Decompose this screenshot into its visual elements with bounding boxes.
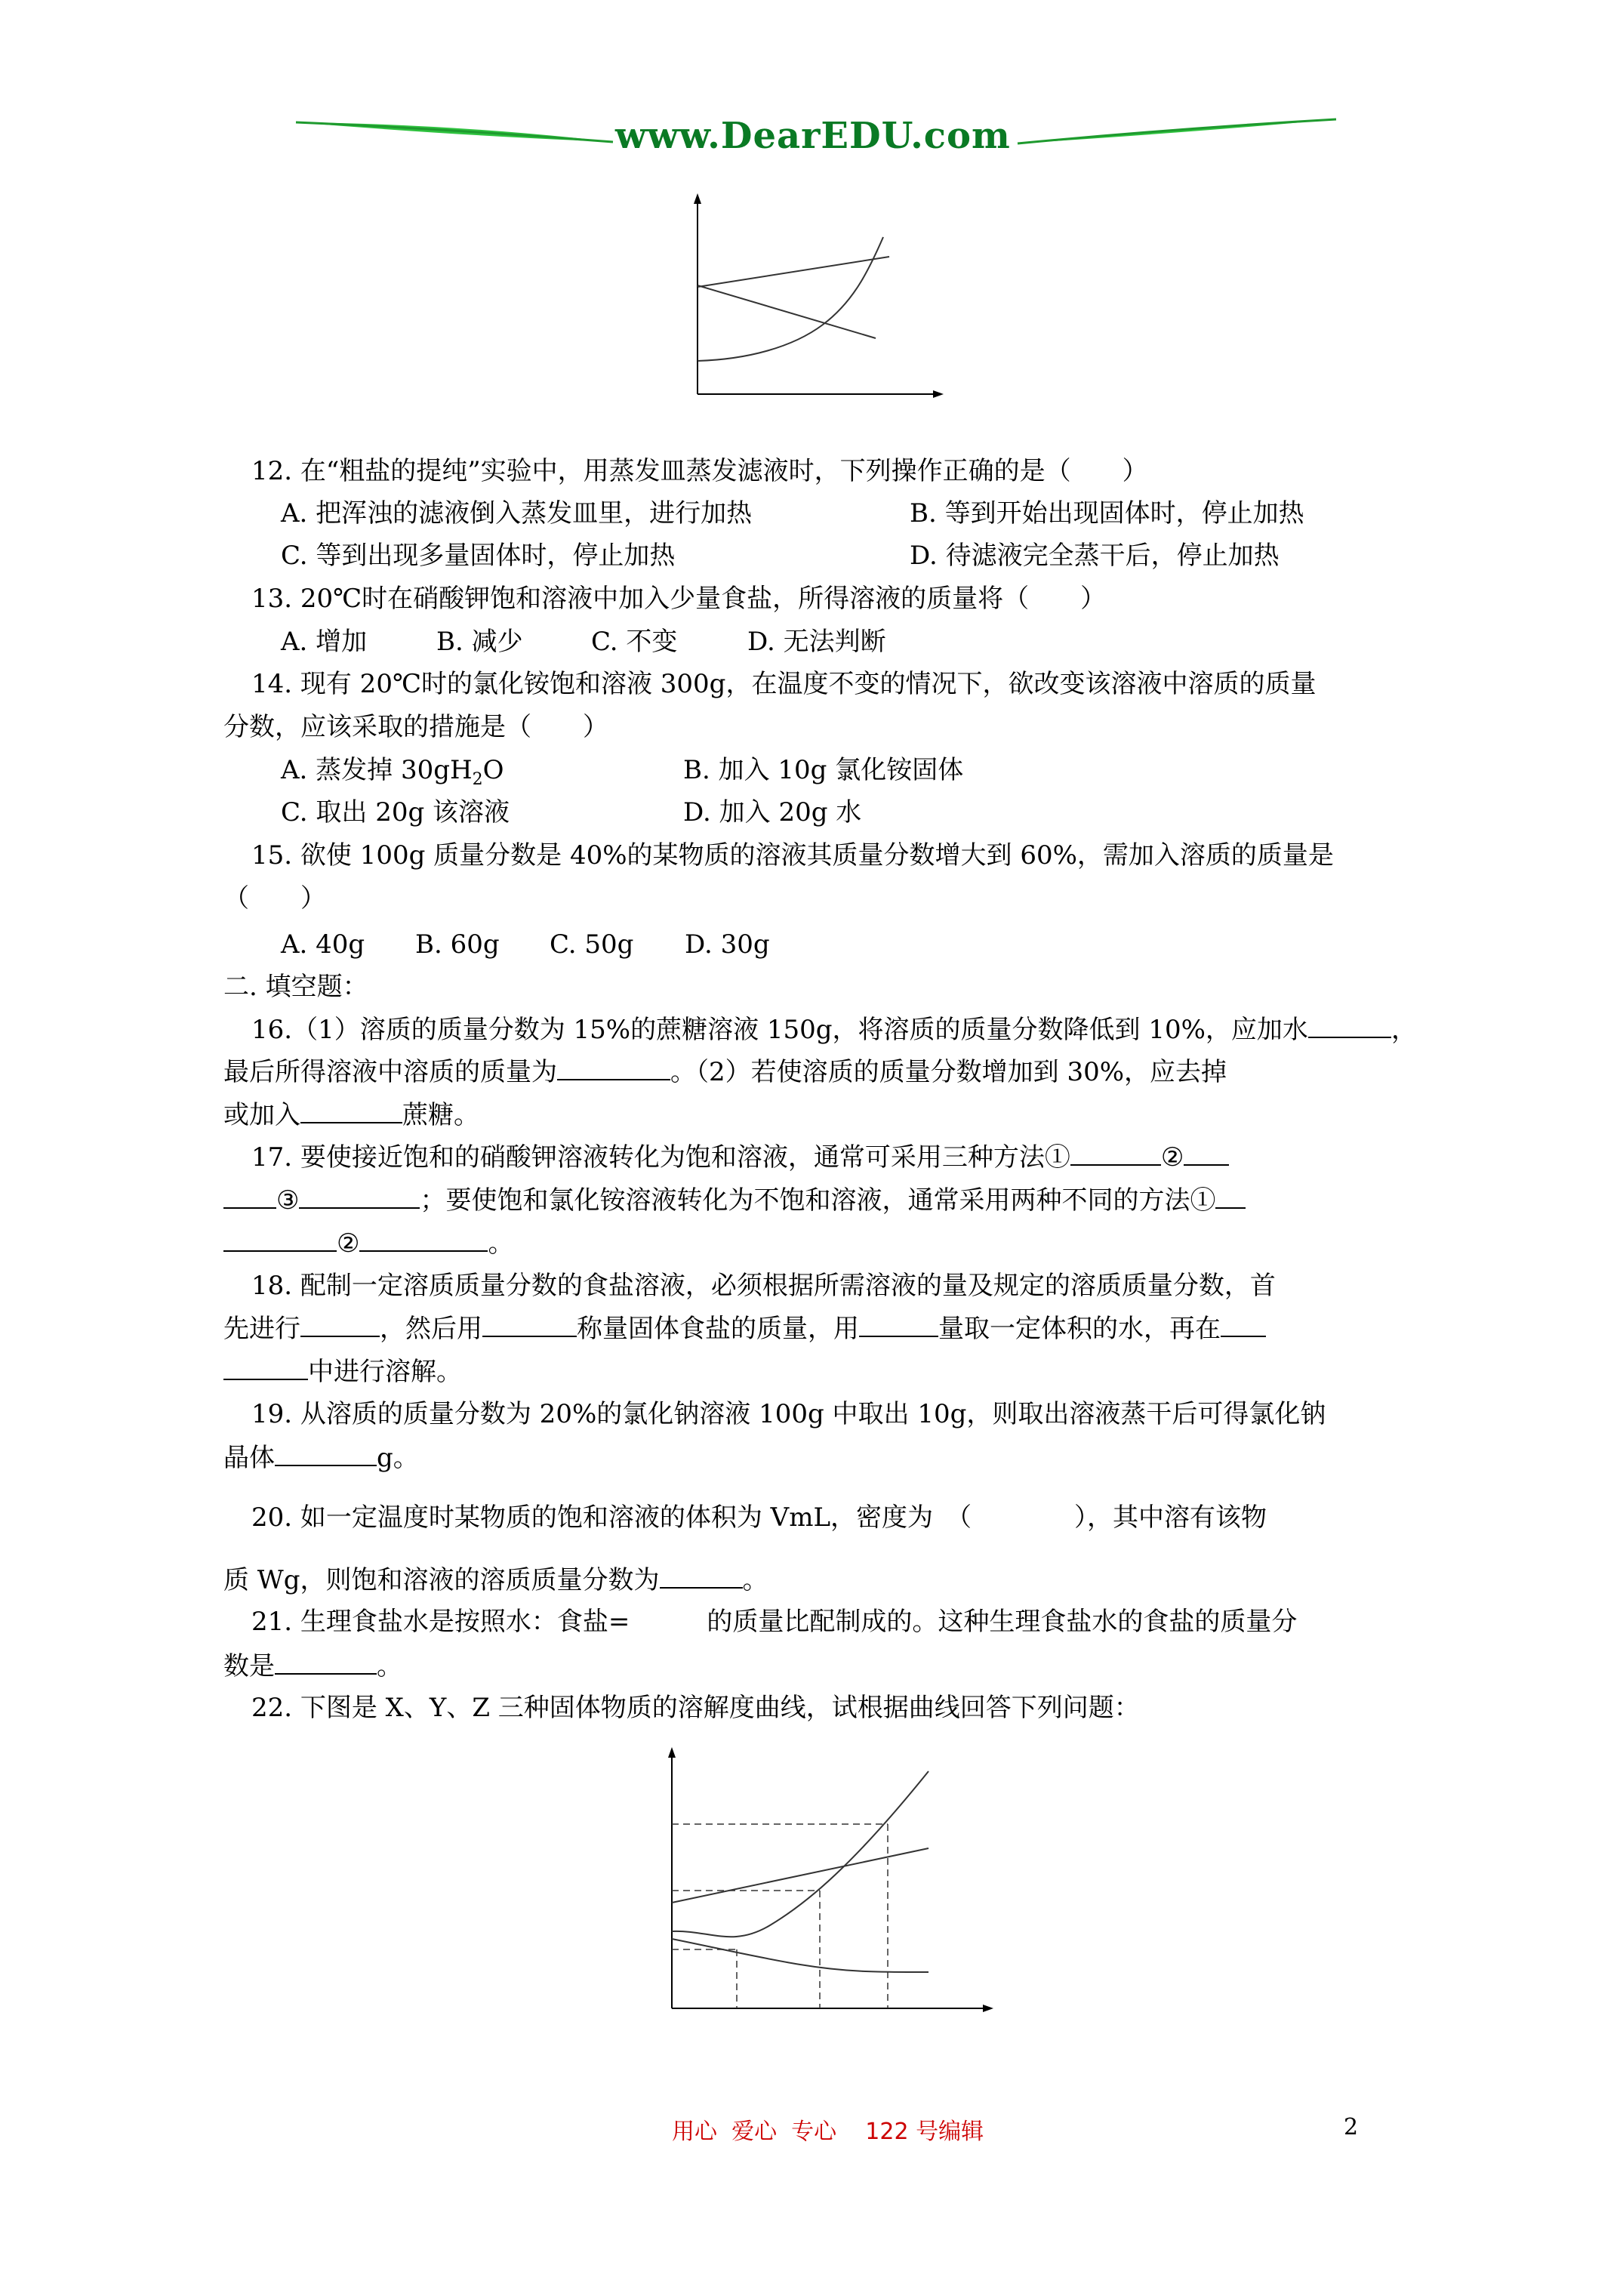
answer-blank[interactable] <box>660 1564 743 1589</box>
question-stem-line1: 15. 欲使 100g 质量分数是 40%的某物质的溶液其质量分数增大到 60%，需加入溶质的质量是 <box>251 840 1334 871</box>
answer-blank[interactable] <box>223 1185 276 1209</box>
question-stem-line1: 14. 现有 20℃时的氯化铵饱和溶液 300g，在温度不变的情况下，欲改变该溶液中溶质的质量 <box>251 669 1317 699</box>
option-c: C. 等到出现多量固体时，停止加热 <box>281 541 676 571</box>
answer-blank[interactable] <box>223 1356 308 1380</box>
footer-credit: 用心 爱心 专心 122 号编辑 <box>672 2119 984 2145</box>
question-stem: 12. 在“粗盐的提纯”实验中，用蒸发皿蒸发滤液时，下列操作正确的是（ ） <box>251 456 1148 486</box>
question-stem-line2: 分数，应该采取的措施是（ ） <box>223 712 608 742</box>
left-swoosh <box>287 106 619 166</box>
answer-blank[interactable] <box>1308 1014 1391 1038</box>
q16-line3: 或加入 蔗糖。 <box>223 1100 479 1130</box>
answer-blank[interactable] <box>275 1650 377 1675</box>
question-stem: 13. 20℃时在硝酸钾饱和溶液中加入少量食盐，所得溶液的质量将（ ） <box>251 584 1107 614</box>
option-b: B. 加入 10g 氯化铵固体 <box>683 755 964 785</box>
option-a: A. 把浑浊的滤液倒入蒸发皿里，进行加热 <box>281 498 753 529</box>
q20-line2: 质 Wg，则饱和溶液的溶质质量分数为 。 <box>223 1565 768 1595</box>
option-d: D. 加入 20g 水 <box>683 797 862 827</box>
solubility-graph-top <box>679 189 951 408</box>
answer-blank[interactable] <box>300 1313 380 1337</box>
y-axis-arrow-icon <box>694 193 701 204</box>
curve-falling <box>672 1939 929 1972</box>
option-d: D. 无法判断 <box>747 627 886 657</box>
option-a: A. 增加 <box>281 627 368 657</box>
y-axis-arrow-icon <box>668 1747 676 1758</box>
q18-line1: 18. 配制一定溶质质量分数的食盐溶液，必须根据所需溶液的量及规定的溶质质量分数，首 <box>251 1271 1276 1301</box>
q21-line2: 数是 。 <box>223 1651 402 1681</box>
question-stem-line2: （ ） <box>223 883 326 914</box>
option-b: B. 60g <box>415 929 500 960</box>
q17-line3: ② 。 <box>223 1228 513 1259</box>
site-logo-text: www.DearEDU.com <box>615 115 1011 157</box>
answer-blank[interactable] <box>1221 1313 1266 1337</box>
q18-line2: 先进行 ，然后用 称量固体食盐的质量，用 量取一定体积的水，再在 <box>223 1313 1266 1344</box>
q16-line1: 16.（1）溶质的质量分数为 15%的蔗糖溶液 150g，将溶质的质量分数降低到 10%，应加水 ， <box>251 1015 1417 1045</box>
q17-line2: ③ ；要使饱和氯化铵溶液转化为不饱和溶液，通常采用两种不同的方法① <box>223 1185 1246 1216</box>
option-c: C. 不变 <box>591 627 678 657</box>
dashed-guides <box>672 1824 888 2008</box>
q18-line3: 中进行溶解。 <box>223 1356 462 1387</box>
option-c: C. 50g <box>550 929 634 960</box>
answer-blank[interactable] <box>359 1228 488 1252</box>
option-c: C. 取出 20g 该溶液 <box>281 797 510 827</box>
option-d: D. 30g <box>685 929 770 960</box>
q21-line1: 21. 生理食盐水是按照水：食盐= 的质量比配制成的。这种生理食盐水的食盐的质量分 <box>251 1607 1298 1637</box>
answer-blank[interactable] <box>482 1313 577 1337</box>
option-a: A. 蒸发掉 $30gH_2O$ <box>281 755 504 789</box>
x-axis-arrow-icon <box>983 2005 993 2012</box>
q19-line2: 晶体 g。 <box>223 1443 419 1473</box>
option-b: B. 等到开始出现固体时，停止加热 <box>910 498 1304 529</box>
answer-blank[interactable] <box>300 1099 402 1123</box>
x-axis-arrow-icon <box>933 390 944 398</box>
right-swoosh <box>1012 106 1344 166</box>
option-b: B. 减少 <box>436 627 523 657</box>
solubility-graph-xyz <box>649 1744 996 2023</box>
q17-line1: 17. 要使接近饱和的硝酸钾溶液转化为饱和溶液，通常可采用三种方法① ② <box>251 1142 1229 1173</box>
answer-blank[interactable] <box>275 1442 377 1466</box>
q16-line2: 最后所得溶液中溶质的质量为 。（2）若使溶质的质量分数增加到 30%，应去掉 <box>223 1057 1227 1087</box>
answer-blank[interactable] <box>299 1185 420 1209</box>
answer-blank[interactable] <box>1070 1142 1161 1166</box>
answer-blank[interactable] <box>557 1056 670 1080</box>
q19-line1: 19. 从溶质的质量分数为 20%的氯化钠溶液 100g 中取出 10g，则取出溶液蒸干后可得氯化钠 <box>251 1399 1326 1429</box>
section-title: 二. 填空题： <box>223 972 368 1002</box>
page-number: 2 <box>1344 2114 1359 2140</box>
answer-blank[interactable] <box>859 1313 938 1337</box>
answer-blank[interactable] <box>1215 1185 1246 1209</box>
option-a: A. 40g <box>281 929 365 960</box>
q22-line1: 22. 下图是 X、Y、Z 三种固体物质的溶解度曲线，试根据曲线回答下列问题： <box>251 1693 1140 1723</box>
curve-falling <box>698 285 876 338</box>
q20-line1: 20. 如一定温度时某物质的饱和溶液的体积为 VmL，密度为 （ ），其中溶有该物 <box>251 1502 1267 1533</box>
curve-gentle <box>672 1848 929 1903</box>
curve-rising-steep <box>698 237 883 361</box>
curve-steep <box>672 1771 929 1937</box>
answer-blank[interactable] <box>1184 1142 1229 1166</box>
option-d: D. 待滤液完全蒸干后，停止加热 <box>910 541 1280 571</box>
answer-blank[interactable] <box>223 1228 337 1252</box>
